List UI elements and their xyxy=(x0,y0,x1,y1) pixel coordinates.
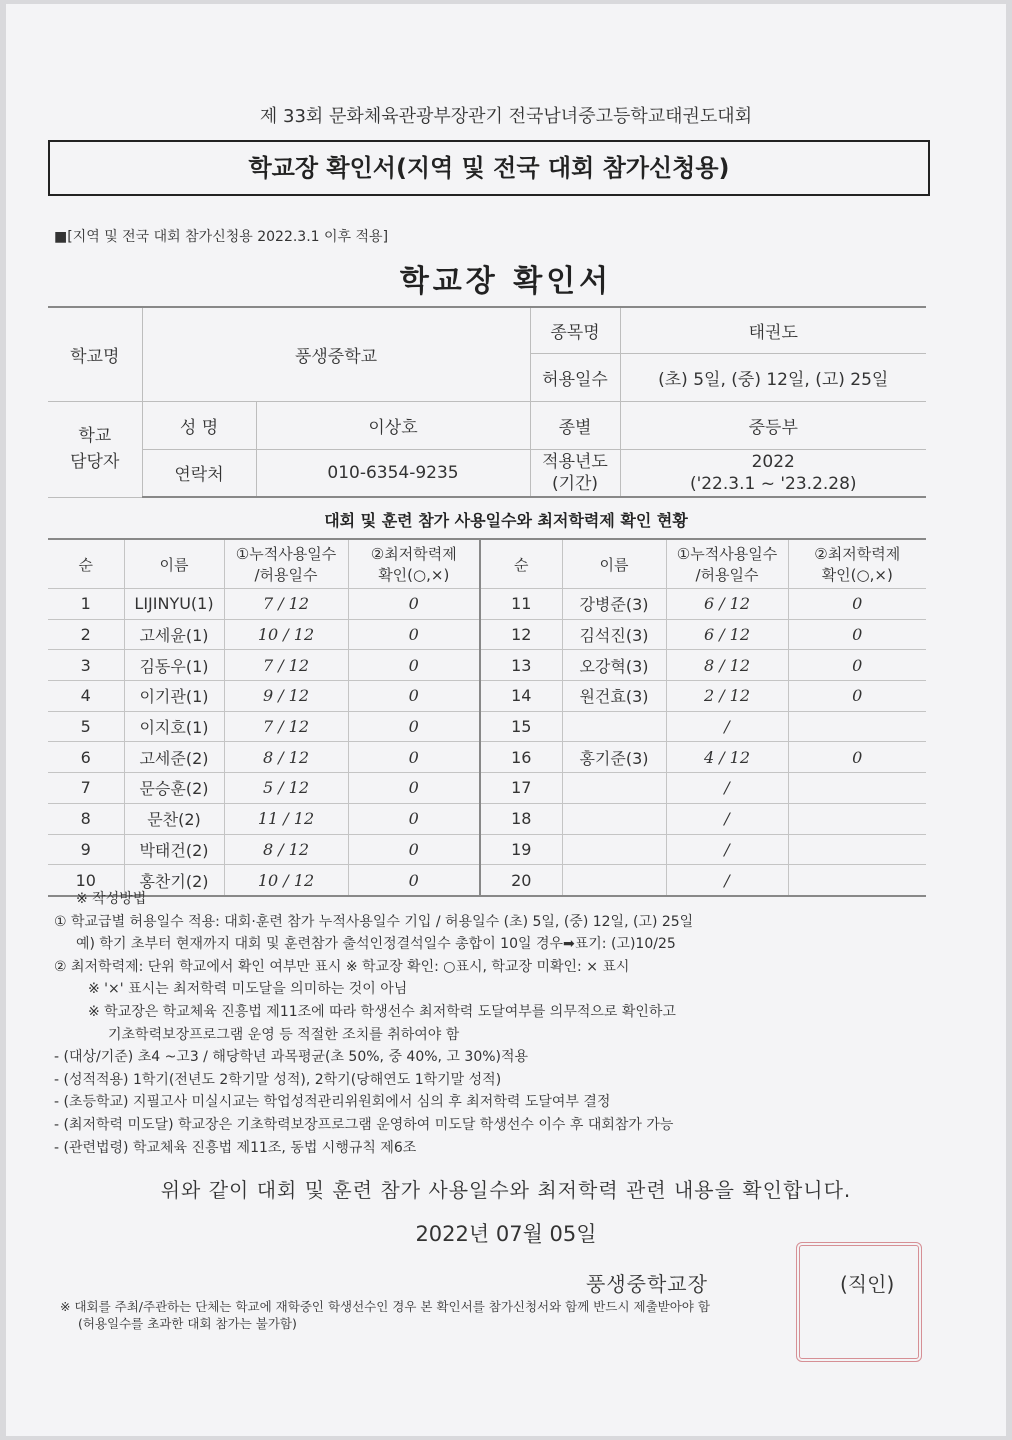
record-name: 이지호(1) xyxy=(124,711,224,742)
principal-title: 풍생중학교장 xyxy=(586,1272,708,1296)
record-days: 7 / 12 xyxy=(224,650,348,681)
record-days: 7 / 12 xyxy=(224,711,348,742)
event-title: 제 33회 문화체육관광부장관기 전국남녀중고등학교태권도대회 xyxy=(259,106,753,127)
record-name: 오강혁(3) xyxy=(562,650,666,681)
table-row xyxy=(48,773,926,804)
form-title: 학교장 확인서(지역 및 전국 대회 참가신청용) xyxy=(48,140,930,196)
guide-line: - (최저학력 미도달) 학교장은 기초학력보장프로그램 운영하여 미도달 학생선수 이수 후 대회참가 가능 xyxy=(54,1116,674,1133)
table-row xyxy=(48,742,926,773)
header-days: ①누적사용일수 /허용일수 xyxy=(666,539,788,589)
record-days: / xyxy=(666,865,788,896)
name-label: 성 명 xyxy=(142,401,256,449)
record-days: 10 / 12 xyxy=(224,865,348,896)
year-cell xyxy=(620,449,926,497)
allowed-days-value: (초) 5일, (중) 12일, (고) 25일 xyxy=(620,353,926,401)
record-days: 8 / 12 xyxy=(224,834,348,865)
record-no: 18 xyxy=(480,803,562,834)
table-row xyxy=(48,681,926,712)
name-value: 이상호 xyxy=(256,401,530,449)
record-check: 0 xyxy=(348,681,480,712)
record-name xyxy=(562,834,666,865)
table-row xyxy=(48,650,926,681)
record-no: 7 xyxy=(48,773,124,804)
record-name xyxy=(562,711,666,742)
record-check: 0 xyxy=(348,742,480,773)
footnote-line: (허용일수를 초과한 대회 참가는 불가함) xyxy=(78,1316,297,1331)
record-no: 14 xyxy=(480,681,562,712)
sport-value: 태권도 xyxy=(620,307,926,353)
period-value: ('22.3.1 ~ '23.2.28) xyxy=(689,473,857,494)
record-days: 2 / 12 xyxy=(666,681,788,712)
record-days: / xyxy=(666,711,788,742)
year-value: 2022 xyxy=(751,451,795,472)
record-days: 9 / 12 xyxy=(224,681,348,712)
records-table xyxy=(48,538,926,897)
record-check: 0 xyxy=(788,619,926,650)
record-name: 고세윤(1) xyxy=(124,619,224,650)
guide-line: ② 최저학력제: 단위 학교에서 확인 여부만 표시 ※ 학교장 확인: ○표시, 학교장 미확인: × 표시 xyxy=(54,958,630,975)
sport-label: 종목명 xyxy=(530,307,620,353)
record-no: 15 xyxy=(480,711,562,742)
record-check: 0 xyxy=(348,865,480,896)
record-check xyxy=(788,711,926,742)
header-name: 이름 xyxy=(124,539,224,589)
table-row xyxy=(48,711,926,742)
record-no: 16 xyxy=(480,742,562,773)
record-check: 0 xyxy=(788,681,926,712)
record-no: 20 xyxy=(480,865,562,896)
record-name: 원건효(3) xyxy=(562,681,666,712)
guide-line: - (초등학교) 지필고사 미실시교는 학업성적관리위원회에서 심의 후 최저학력 도달여부 결정 xyxy=(54,1094,611,1111)
status-title: 대회 및 훈련 참가 사용일수와 최저학력제 확인 현황 xyxy=(324,511,688,530)
record-no: 17 xyxy=(480,773,562,804)
record-name xyxy=(562,773,666,804)
record-days: 7 / 12 xyxy=(224,589,348,620)
footnote xyxy=(60,1298,940,1332)
category-value: 중등부 xyxy=(620,401,926,449)
header-no: 순 xyxy=(48,539,124,589)
record-days: / xyxy=(666,773,788,804)
record-days: 5 / 12 xyxy=(224,773,348,804)
guide-line: - (성적적용) 1학기(전년도 2학기말 성적), 2학기(당해연도 1학기말 성적) xyxy=(54,1071,502,1088)
header-check: ②최저학력제 확인(○,×) xyxy=(788,539,926,589)
table-row xyxy=(48,834,926,865)
record-days: 10 / 12 xyxy=(224,619,348,650)
notice-line: ■[지역 및 전국 대회 참가신청용 2022.3.1 이후 적용] xyxy=(54,229,389,245)
record-check: 0 xyxy=(788,589,926,620)
record-name: 김석진(3) xyxy=(562,619,666,650)
record-name: 홍찬기(2) xyxy=(124,865,224,896)
record-no: 3 xyxy=(48,650,124,681)
record-no: 9 xyxy=(48,834,124,865)
record-name: 박태건(2) xyxy=(124,834,224,865)
manager-label: 학교 담당자 xyxy=(48,401,142,497)
record-name xyxy=(562,803,666,834)
contact-label: 연락처 xyxy=(142,449,256,497)
table-row xyxy=(48,589,926,620)
record-no: 2 xyxy=(48,619,124,650)
record-check xyxy=(788,834,926,865)
record-check: 0 xyxy=(348,619,480,650)
record-check: 0 xyxy=(348,711,480,742)
info-table xyxy=(48,306,926,498)
document-page xyxy=(6,4,1006,1436)
record-no: 1 xyxy=(48,589,124,620)
record-no: 10 xyxy=(48,865,124,896)
header-days: ①누적사용일수 /허용일수 xyxy=(224,539,348,589)
record-days: 6 / 12 xyxy=(666,589,788,620)
table-row xyxy=(48,619,926,650)
guide-line: ※ 학교장은 학교체육 진흥법 제11조에 따라 학생선수 최저학력 도달여부를 의무적으로 확인하고 xyxy=(88,1003,676,1020)
guide-line: ※ 작성방법 xyxy=(76,891,147,907)
header-name: 이름 xyxy=(562,539,666,589)
record-name: 강병준(3) xyxy=(562,589,666,620)
school-value: 풍생중학교 xyxy=(142,307,530,401)
record-days: 4 / 12 xyxy=(666,742,788,773)
record-no: 8 xyxy=(48,803,124,834)
table-row xyxy=(48,803,926,834)
record-no: 11 xyxy=(480,589,562,620)
record-no: 13 xyxy=(480,650,562,681)
footnote-line: ※ 대회를 주최/주관하는 단체는 학교에 재학중인 학생선수인 경우 본 확인서를 참가신청서와 함께 반드시 제출받아야 함 xyxy=(60,1299,710,1314)
record-no: 5 xyxy=(48,711,124,742)
issue-date: 2022년 07월 05일 xyxy=(415,1222,597,1246)
record-days: 8 / 12 xyxy=(666,650,788,681)
guide-line: 예) 학기 초부터 현재까지 대회 및 훈련참가 출석인정결석일수 총합이 10일 경우➡표기: (고)10/25 xyxy=(76,936,676,953)
record-check: 0 xyxy=(348,773,480,804)
guide-line: 기초학력보장프로그램 운영 등 적절한 조치를 취하여야 함 xyxy=(108,1026,460,1043)
record-name: 김동우(1) xyxy=(124,650,224,681)
record-no: 12 xyxy=(480,619,562,650)
record-check: 0 xyxy=(788,650,926,681)
record-check: 0 xyxy=(788,742,926,773)
guide-line: - (대상/기준) 초4 ~고3 / 해당학년 과목평균(초 50%, 중 40%, 고 30%)적용 xyxy=(54,1049,529,1066)
record-name: 이기관(1) xyxy=(124,681,224,712)
official-seal-label: (직인) xyxy=(840,1272,895,1296)
record-days: 8 / 12 xyxy=(224,742,348,773)
allowed-days-label: 허용일수 xyxy=(530,353,620,401)
record-check: 0 xyxy=(348,834,480,865)
record-name: 문승훈(2) xyxy=(124,773,224,804)
header-no: 순 xyxy=(480,539,562,589)
record-name: 고세준(2) xyxy=(124,742,224,773)
record-days: 11 / 12 xyxy=(224,803,348,834)
record-days: / xyxy=(666,803,788,834)
record-check: 0 xyxy=(348,650,480,681)
record-name: 문찬(2) xyxy=(124,803,224,834)
record-check xyxy=(788,773,926,804)
record-no: 19 xyxy=(480,834,562,865)
record-days: 6 / 12 xyxy=(666,619,788,650)
guide-line: ※ '×' 표시는 최저학력 미도달을 의미하는 것이 아님 xyxy=(88,981,408,998)
record-no: 6 xyxy=(48,742,124,773)
record-name: LIJINYU(1) xyxy=(124,589,224,620)
header-check: ②최저학력제 확인(○,×) xyxy=(348,539,480,589)
writing-guide xyxy=(54,888,954,1159)
year-label: 적용년도 (기간) xyxy=(530,449,620,497)
record-days: / xyxy=(666,834,788,865)
main-title: 학교장 확인서 xyxy=(399,264,613,299)
record-check: 0 xyxy=(348,589,480,620)
school-label: 학교명 xyxy=(48,307,142,401)
category-label: 종별 xyxy=(530,401,620,449)
record-no: 4 xyxy=(48,681,124,712)
guide-line: - (관련법령) 학교체육 진흥법 제11조, 동법 시행규칙 제6조 xyxy=(54,1139,417,1156)
contact-value: 010-6354-9235 xyxy=(256,449,530,497)
record-check: 0 xyxy=(348,803,480,834)
guide-line: ① 학교급별 허용일수 적용: 대회·훈련 참가 누적사용일수 기입 / 허용일수 (초) 5일, (중) 12일, (고) 25일 xyxy=(54,913,694,930)
record-name: 홍기준(3) xyxy=(562,742,666,773)
confirmation-text: 위와 같이 대회 및 훈련 참가 사용일수와 최저학력 관련 내용을 확인합니다. xyxy=(160,1178,852,1202)
record-check xyxy=(788,803,926,834)
